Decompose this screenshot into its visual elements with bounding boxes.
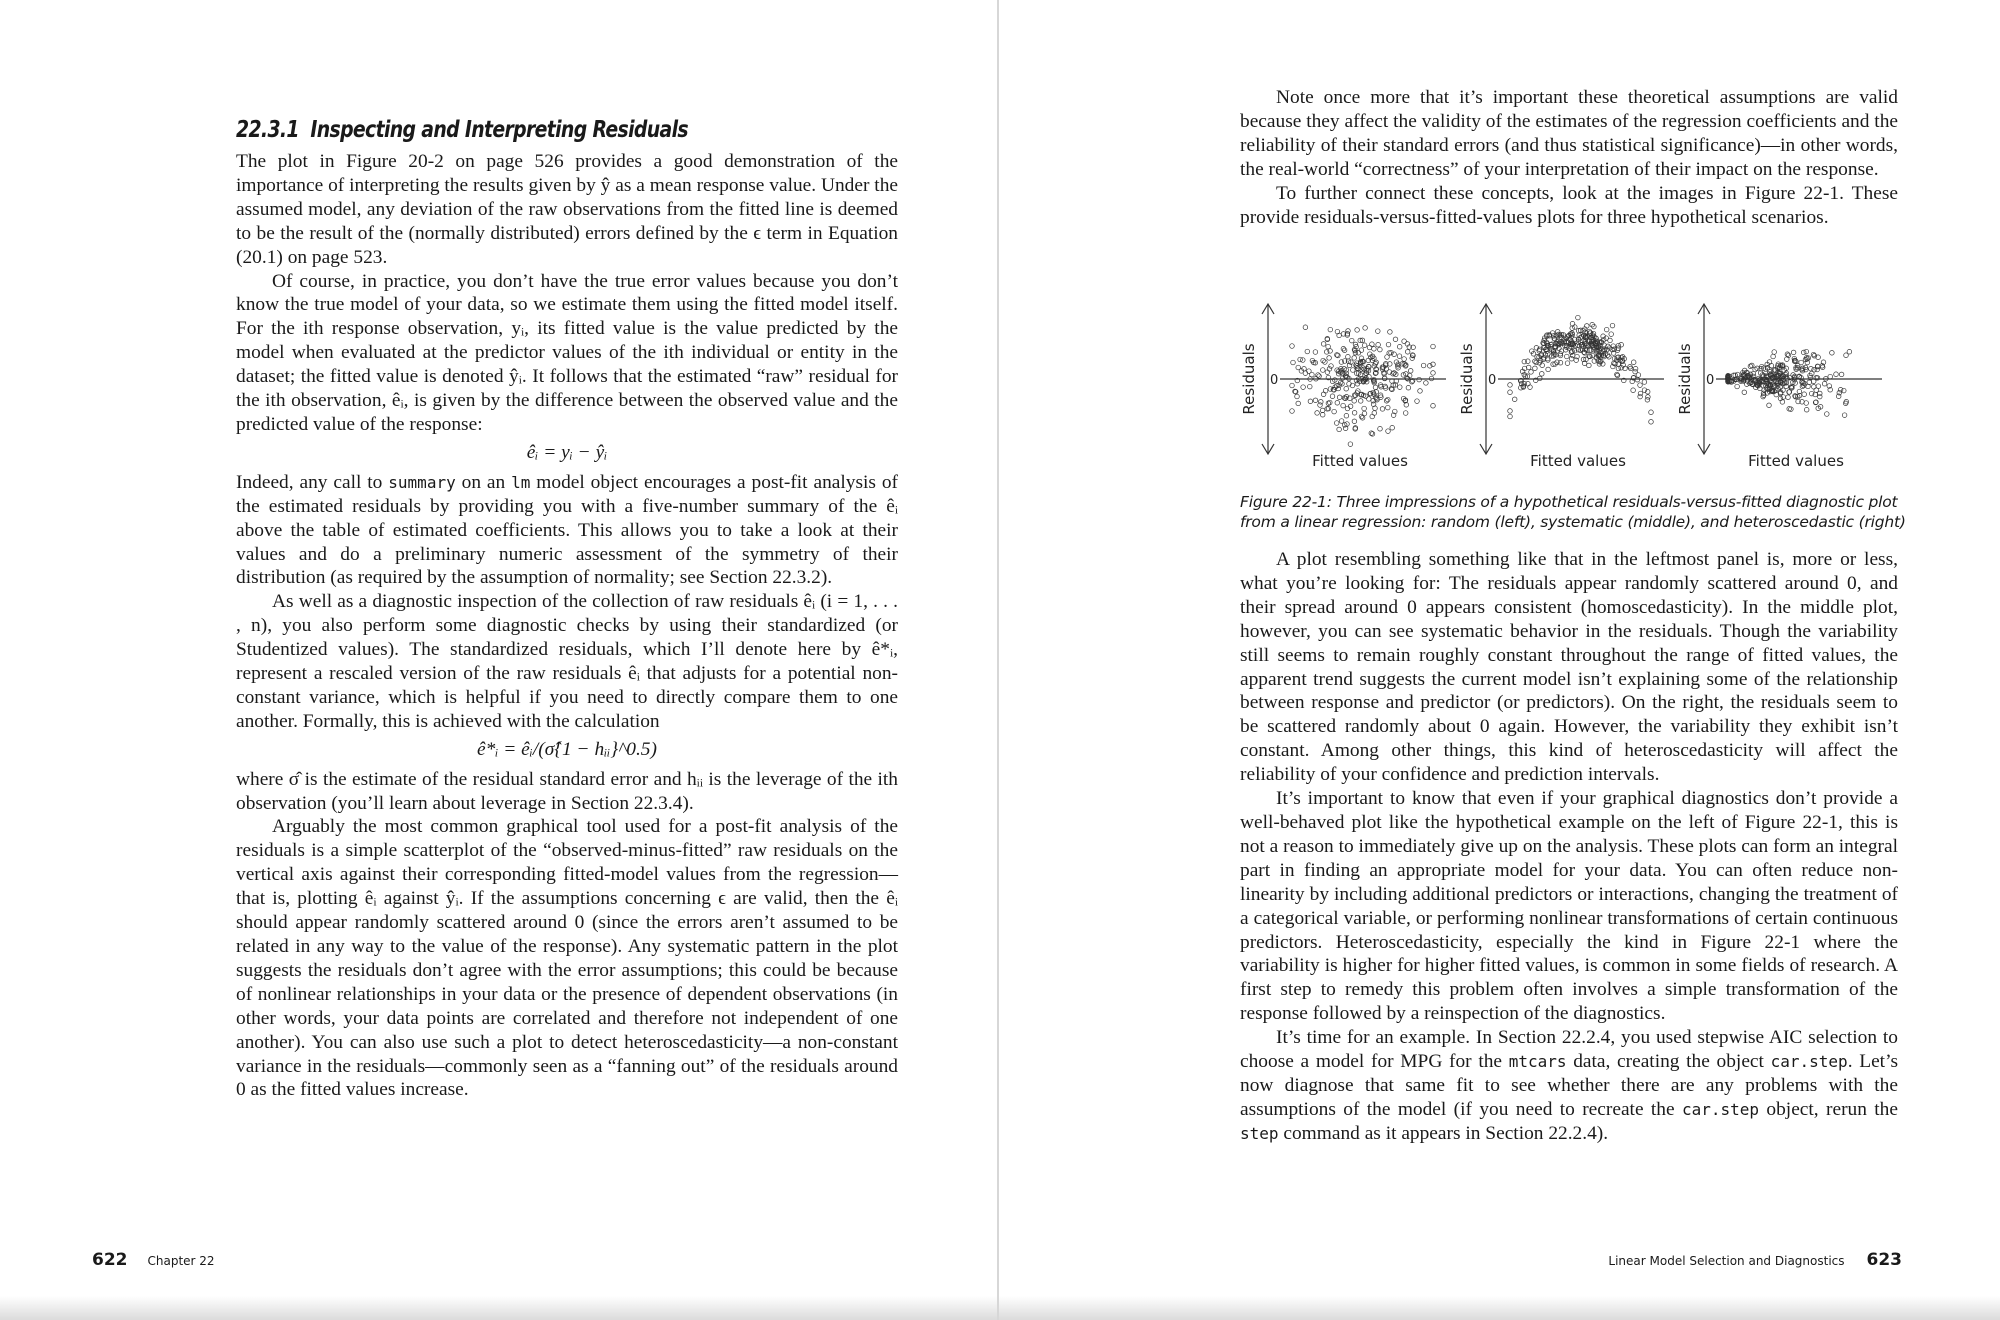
residual-point [1636,373,1641,378]
residual-point [1638,394,1643,399]
residual-point [1785,357,1790,362]
x-axis-label: Fitted values [1748,452,1844,466]
y-axis-label: Residuals [1458,343,1476,415]
residual-point [1348,404,1353,409]
residual-point [1828,374,1833,379]
residual-point [1780,400,1785,405]
residual-point [1405,350,1410,355]
residual-point [1335,401,1340,406]
residual-point [1801,350,1806,355]
section-title: Inspecting and Interpreting Residuals [310,117,688,143]
y-axis-label: Residuals [1676,343,1694,415]
residual-point [1822,381,1827,386]
residual-point [1337,427,1342,432]
code-mtcars: mtcars [1508,1052,1567,1072]
residual-point [1328,327,1333,332]
residual-point [1406,385,1411,390]
residual-point [1815,367,1820,372]
residual-point [1843,401,1848,406]
residual-point [1397,344,1402,349]
residual-point [1313,398,1318,403]
x-axis-label: Fitted values [1530,452,1626,466]
residual-point [1362,343,1367,348]
residual-point [1825,412,1830,417]
paragraph-5: where σ̂ is the estimate of the residual standard error and hᵢᵢ is the leverage of the ith observation (you’ll learn about leverage in Section 22.3.4). [236,768,898,814]
residual-point [1326,344,1331,349]
residual-point [1386,429,1391,434]
residual-point [1348,442,1353,447]
residual-point [1529,370,1534,375]
residual-point [1373,406,1378,411]
residual-point [1383,386,1388,391]
residual-point [1616,366,1621,371]
residual-point [1328,400,1333,405]
section-number: 22.3.1 [236,117,299,143]
residual-point [1609,332,1614,337]
residual-point [1380,407,1385,412]
residual-plots [1240,296,1898,466]
residual-point [1360,416,1365,421]
residual-point [1351,368,1356,373]
paragraph-6: Arguably the most common graphical tool used for a post-fit analysis of the residuals is a simple scatterplot of the “observed-minus-fitted” raw residuals on the vertical axis against their corresponding fitted-model values from the regression—that is, plotting êᵢ against ŷᵢ. If the assumptions concerning ϵ are valid, then the êᵢ should appear randomly scattered around 0 (since the errors aren’t assumed to be related in any way to the value of the response). Any systematic pattern in the plot suggests the residuals don’t agree with the error assumptions; this could be because of nonlinear relationships in your data or the presence of dependent observations (in other words, your data points are correlated and therefore not independent of one another). You can also use such a plot to detect heteroscedasticity—a non-constant variance in the residuals—commonly seen as a “fanning out” of the residuals around 0 as the fitted values increase. [236,816,898,1101]
residual-point [1362,406,1367,411]
residual-point [1415,399,1420,404]
paragraph-3: A plot resembling something like that in the leftmost panel is, more or less, what you’re looking for: The residuals appear randomly scattered around 0, and their spread around 0 appears consistent (homoscedasticity). In the middle plot, however, you can see systematic behavior in the residuals. Though the variability still seems to remain roughly constant throughout the range of fitted values, the apparent trend suggests the current model isn’t explaining some of the relationship between response and predictor (or predictors). On the right, the residuals seem to be scattered randomly about 0 again. However, the variability they exhibit isn’t constant. Among other things, this kind of heteroscedasticity will affect the reliability of your confidence and prediction intervals. [1240,549,1898,786]
residual-point [1541,357,1546,362]
residual-point [1290,344,1295,349]
equation-standardized-residual: ê*ᵢ = êᵢ/(σ̂{1 − hᵢᵢ}^0.5) [477,738,657,760]
page-number: 623 [1866,1250,1902,1270]
residual-point [1791,350,1796,355]
paragraph-3: Indeed, any call to summary on an lm model object encourages a post-fit analysis of the estimated residuals by providing you with a five-number summary of the êᵢ above the table of estimated coefficients. This allows you to take a look at their values and do a preliminary numeric assessment of the symmetry of their distribution (as required by the assumption of normality; see Section 22.3.2). [236,471,898,589]
residual-point [1345,406,1350,411]
residual-point [1781,395,1786,400]
paragraph-1: Note once more that it’s important these theoretical assumptions are valid because they affect the validity of the estimates of the regression coefficients and the reliability of their standard errors (and thus statistical significance)—in other words, the real-world “correctness” of your interpretation of their impact on the response. [1240,87,1898,180]
residual-point [1742,390,1747,395]
residual-point [1373,385,1378,390]
zero-tick-label: 0 [1706,373,1715,388]
residual-point [1352,419,1357,424]
right-text-bottom [1240,548,1898,1146]
residual-point [1323,388,1328,393]
paragraph-4: As well as a diagnostic inspection of the collection of raw residuals êᵢ (i = 1, . . . , n), you also perform some diagnostic checks by using their standardized (or Studentized values). The standardized residuals, which I’ll denote here by ê*ᵢ, represent a rescaled version of the raw residuals êᵢ that adjusts for a potential non-constant variance, which is helpful if you need to directly compare them to one another. Formally, this is achieved with the calculation [236,591,898,732]
residual-point [1421,363,1426,368]
residual-point [1317,374,1322,379]
residual-point [1830,351,1835,356]
residual-point [1352,399,1357,404]
residual-point [1386,405,1391,410]
code-car-step-2: car.step [1681,1099,1760,1119]
residual-point [1526,359,1531,364]
residual-point [1804,407,1809,412]
residual-point [1604,327,1609,332]
residual-point [1512,397,1517,402]
residual-point [1842,413,1847,418]
residual-point [1344,386,1349,391]
residual-point [1296,401,1301,406]
code-step: step [1240,1123,1279,1143]
running-head: Linear Model Selection and Diagnostics [1608,1254,1845,1268]
residual-point [1839,372,1844,377]
residual-point [1393,337,1398,342]
residual-point [1344,413,1349,418]
residual-point [1376,329,1381,334]
residual-point [1330,394,1335,399]
residual-point [1842,388,1847,393]
residual-point [1628,366,1633,371]
zero-tick-label: 0 [1270,373,1279,388]
residual-point [1308,399,1313,404]
residual-point [1431,344,1436,349]
residual-point [1818,391,1823,396]
page-number: 622 [92,1250,128,1270]
residual-point [1358,399,1363,404]
residual-point [1363,326,1368,331]
residual-point [1334,421,1339,426]
left-folio [92,1250,215,1270]
residual-point [1812,385,1817,390]
residual-point [1378,426,1383,431]
right-page [999,0,2000,1320]
residual-point [1308,384,1313,389]
residual-point [1418,389,1423,394]
residual-point [1631,388,1636,393]
residual-point [1608,338,1613,343]
residual-point [1337,395,1342,400]
equation-raw-residual: êᵢ = yᵢ − ŷᵢ [526,441,608,463]
right-text-top [1240,86,1898,229]
residual-point [1291,360,1296,365]
residual-point [1772,350,1777,355]
paragraph-2: To further connect these concepts, look at the images in Figure 22-1. These provide residuals-versus-fitted-values plots for three hypothetical scenarios. [1240,182,1898,228]
residual-point [1321,342,1326,347]
residual-point [1804,401,1809,406]
residual-point [1359,414,1364,419]
residual-point [1313,350,1318,355]
residual-point [1408,369,1413,374]
code-summary: summary [388,472,456,492]
residual-point [1508,414,1513,419]
residual-point [1337,333,1342,338]
residual-point [1508,390,1513,395]
residual-point [1350,338,1355,343]
residual-point [1376,342,1381,347]
left-text-column [236,116,898,1102]
residual-point [1540,363,1545,368]
residual-point [1384,399,1389,404]
y-axis-label: Residuals [1240,343,1258,415]
residual-point [1565,361,1570,366]
residual-point [1616,362,1621,367]
residual-point [1359,348,1364,353]
residual-point [1378,347,1383,352]
residual-point [1332,409,1337,414]
left-page [0,0,997,1320]
residual-point [1327,356,1332,361]
residual-point [1403,411,1408,416]
residual-point [1369,431,1374,436]
bottom-shadow [0,1296,2000,1320]
residual-point [1370,414,1375,419]
residual-point [1388,330,1393,335]
code-car-step: car.step [1770,1052,1848,1072]
zero-tick-label: 0 [1488,373,1497,388]
residual-point [1838,387,1843,392]
residual-point [1341,346,1346,351]
residual-point [1370,342,1375,347]
residual-point [1834,372,1839,377]
residual-point [1533,366,1538,371]
residual-point [1340,382,1345,387]
residual-point [1305,349,1310,354]
paragraph-2: Of course, in practice, you don’t have the true error values because you don’t know the true model of your data, so we estimate them using the fitted model itself. For the ith response observation, yᵢ, its fitted value is the value predicted by the model when evaluated at the predictor values of the ith individual or entity in the dataset; the fitted value is denoted ŷᵢ. It follows that the estimated “raw” residual for the ith observation, êᵢ, is given by the difference between the observed value and the predicted value of the response: [236,270,898,435]
figure-caption: Figure 22-1: Three impressions of a hypothetical residuals-versus-fitted diagnostic plot from a linear regression: random (left), systematic (middle), and heteroscedastic (right) [1240,493,1906,531]
residual-point [1540,372,1545,377]
residual-point [1767,403,1772,408]
residual-point [1397,354,1402,359]
residual-point [1526,365,1531,370]
residual-point [1786,395,1791,400]
residual-point [1342,348,1347,353]
residual-point [1576,315,1581,320]
residual-point [1301,358,1306,363]
residual-point [1321,368,1326,373]
paragraph-5: It’s time for an example. In Section 22.2.4, you used stepwise AIC selection to choose a model for MPG for the mtcars data, creating the object car.step. Let’s now diagnose that same fit to see whether there are any problems with the assumptions of the model (if you need to recreate the car.step object, rerun the step command as it appears in Section 22.2.4). [1240,1027,1898,1144]
residual-point [1390,425,1395,430]
paragraph-1: The plot in Figure 20-2 on page 526 provides a good demonstration of the importance of interpreting the results given by ŷ as a mean response value. Under the assumed model, any deviation of the raw observations from the fitted line is deemed to be the result of the (normally distributed) errors defined by the ϵ term in Equation (20.1) on page 523. [236,151,898,268]
residual-point [1301,385,1306,390]
residual-point [1631,360,1636,365]
residual-point [1318,403,1323,408]
residual-point [1802,392,1807,397]
right-folio [1608,1250,1902,1270]
residual-point [1649,420,1654,425]
residual-point [1642,380,1647,385]
residual-point [1633,366,1638,371]
residual-point [1528,385,1533,390]
residual-point [1339,419,1344,424]
residual-point [1290,409,1295,414]
residual-point [1771,354,1776,359]
residual-point [1508,409,1513,414]
residual-point [1303,325,1308,330]
residual-point [1508,383,1513,388]
residual-point [1735,384,1740,389]
residual-point [1320,412,1325,417]
residual-point [1587,363,1592,368]
residual-point [1398,385,1403,390]
residual-point [1386,342,1391,347]
residual-point [1816,384,1821,389]
section-heading [236,116,779,144]
residual-point [1319,400,1324,405]
residual-point [1649,410,1654,415]
residual-point [1570,321,1575,326]
residual-point [1290,383,1295,388]
residual-point [1526,381,1531,386]
residual-point [1386,397,1391,402]
code-lm: lm [511,472,531,492]
residual-point [1341,403,1346,408]
residual-point [1431,403,1436,408]
residual-point [1295,394,1300,399]
residual-point [1533,359,1538,364]
residual-point [1610,323,1615,328]
x-axis-label: Fitted values [1312,452,1408,466]
residual-point [1320,408,1325,413]
residual-point [1748,364,1753,369]
residual-point [1352,356,1357,361]
residual-point [1638,383,1643,388]
residual-point [1424,381,1429,386]
residual-point [1646,395,1651,400]
residual-point [1382,376,1387,381]
residual-point [1769,363,1774,368]
residual-point [1799,360,1804,365]
residual-point [1844,353,1849,358]
residual-point [1431,371,1436,376]
residual-point [1806,384,1811,389]
running-head: Chapter 22 [147,1254,215,1268]
residual-point [1778,396,1783,401]
residual-point [1352,411,1357,416]
residual-point [1569,356,1574,361]
residual-point [1367,345,1372,350]
residual-point [1402,357,1407,362]
paragraph-4: It’s important to know that even if your graphical diagnostics don’t provide a well-behaved plot like the hypothetical example on the left of Figure 22-1, this is not a reason to immediately give up on the analysis. These plots can form an integral part in finding an appropriate model for your data. You can often reduce non-linearity by including additional predictors or interactions, changing the treatment of a categorical variable, or performing nonlinear transformations of certain continuous predictors. Heteroscedasticity, especially the kind in Figure 22-1 where the variability is higher for higher fitted values, is common in some fields of research. A first step to remedy this problem often involves a simple transformation of the response followed by a reinspection of the diagnostics. [1240,788,1898,1025]
residual-point [1346,354,1351,359]
residual-point [1367,397,1372,402]
residual-point [1809,366,1814,371]
residual-point [1355,328,1360,333]
residual-point [1307,369,1312,374]
residual-point [1811,352,1816,357]
residual-point [1372,347,1377,352]
residual-point [1546,367,1551,372]
figure-22-1 [1240,296,1898,466]
residual-point [1785,352,1790,357]
residual-point [1565,354,1570,359]
residual-point [1315,411,1320,416]
